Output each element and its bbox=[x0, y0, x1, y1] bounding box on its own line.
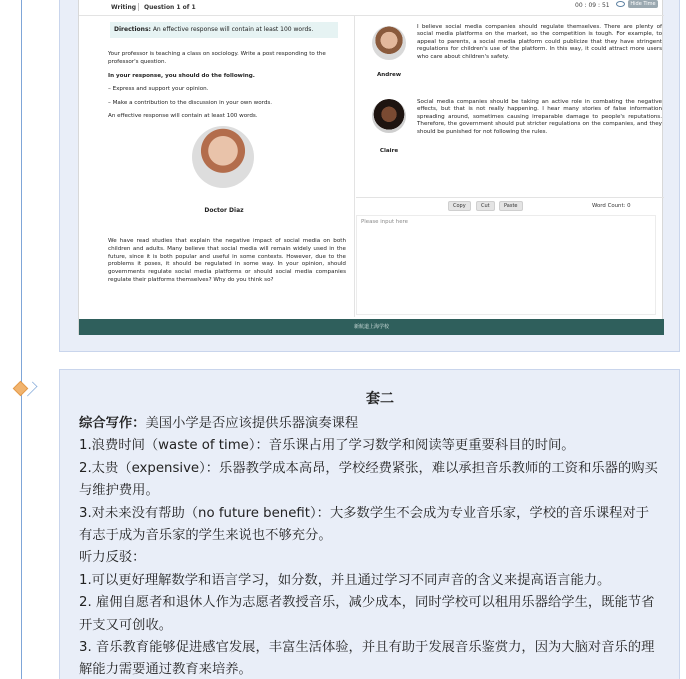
note-line: 3.对未来没有帮助（no future benefit）：大多数学生不会成为专业音乐家，学校的音乐课程对于有志于成为音乐家的学生来说也不够充分。 bbox=[79, 505, 650, 544]
directions-label: Directions: bbox=[114, 26, 151, 33]
prompt-text: Your professor is teaching a class on sociology. Write a post responding to the professor's question. bbox=[108, 51, 326, 65]
eye-icon[interactable] bbox=[616, 1, 625, 7]
avatar bbox=[372, 26, 406, 60]
lead-line bbox=[79, 413, 661, 435]
professor-question: We have read studies that explain the negative impact of social media on both children and adults. Many believe that social media will remain widely used in the future, since it is both popular and useful in some contexts. However, due to the problems it poses, it should be regulated in some way. In your opinion, should governments regulate social media platforms or should social media companies regulate their platforms themselves? Why do you think so? bbox=[108, 238, 346, 283]
editor-toolbar bbox=[356, 197, 664, 213]
note-line: 2.太贵（expensive）：乐器教学成本高昂，学校经费紧张，难以承担音乐教师的工资和乐器的购买与维护费用。 bbox=[79, 460, 658, 499]
directions-box bbox=[110, 22, 338, 38]
peer-name: Andrew bbox=[376, 72, 402, 78]
copy-button[interactable]: Copy bbox=[448, 201, 471, 211]
prompt-pane bbox=[79, 16, 355, 317]
section-title: 套二 bbox=[366, 391, 394, 407]
timer: 00 : 09 : 51 bbox=[575, 2, 610, 9]
professor-avatar bbox=[192, 126, 254, 188]
hide-time-button[interactable]: Hide Time bbox=[628, 0, 658, 8]
in-response-text: In your response, you should do the following. bbox=[108, 73, 255, 79]
timeline-diamond-icon bbox=[13, 381, 29, 397]
cut-button[interactable]: Cut bbox=[476, 201, 495, 211]
professor-name: Doctor Diaz bbox=[204, 207, 244, 214]
peer-text: Social media companies should be taking an active role in combating the negative effects, but that is not really happening. I hear many stories of false information spreading around, sometimes causing irreparable damage to people's reputations. Therefore, the government should put stricter regulations on the companies, and they should be punished for not following the rules. bbox=[417, 99, 662, 135]
exam-footer: 新航道上海学校 bbox=[79, 319, 664, 335]
effective-text: An effective response will contain at least 100 words. bbox=[108, 113, 258, 119]
bullet-1: – Express and support your opinion. bbox=[108, 86, 209, 92]
paste-button[interactable]: Paste bbox=[499, 201, 523, 211]
exam-screenshot bbox=[78, 0, 663, 335]
note-line: 1.可以更好理解数学和语言学习，如分数，并且通过学习不同声音的含义来提高语言能力。 bbox=[79, 572, 611, 588]
peer-post bbox=[372, 96, 662, 158]
note-line: 1.浪费时间（waste of time）：音乐课占用了学习数学和阅读等更重要科目的时间。 bbox=[79, 438, 575, 454]
peer-post bbox=[372, 24, 662, 84]
lead-label: 综合写作： bbox=[79, 416, 146, 431]
note-line: 2. 雇佣自愿者和退休人作为志愿者教授音乐，减少成本，同时学校可以租用乐器给学生，既能节省开支又可创收。 bbox=[79, 595, 655, 633]
bullet-2: – Make a contribution to the discussion in your own words. bbox=[108, 100, 273, 106]
timeline-line bbox=[21, 0, 22, 679]
avatar bbox=[372, 99, 406, 133]
topbar-divider bbox=[138, 3, 139, 11]
peer-text: I believe social media companies should regulate themselves. There are plenty of social media platforms on the market, so the competition is tough. For example, to appeal to parents, a social media platform could publicize that they have stringent regulations for children's use of the platform. In this way, it could attract more users who care about children's safety. bbox=[417, 24, 662, 60]
screenshot-card bbox=[59, 0, 680, 352]
peer-name: Claire bbox=[379, 148, 399, 154]
word-count: Word Count: 0 bbox=[592, 203, 631, 209]
notes-card bbox=[59, 369, 680, 679]
section-label: Writing bbox=[111, 4, 137, 11]
discussion-pane bbox=[356, 16, 664, 317]
response-textarea[interactable]: Please input here bbox=[356, 215, 656, 315]
note-line: 听力反驳： bbox=[79, 550, 146, 566]
exam-topbar bbox=[79, 0, 664, 16]
directions-text: An effective response will contain at least 100 words. bbox=[150, 26, 314, 33]
note-line: 3. 音乐教育能够促进感官发展，丰富生活体验，并且有助于发展音乐鉴赏力，因为大脑对音乐的理解能力需要通过教育来培养。 bbox=[79, 640, 655, 678]
lead-text: 美国小学是否应该提供乐器演奏课程 bbox=[145, 416, 359, 431]
question-counter: Question 1 of 1 bbox=[144, 4, 196, 11]
